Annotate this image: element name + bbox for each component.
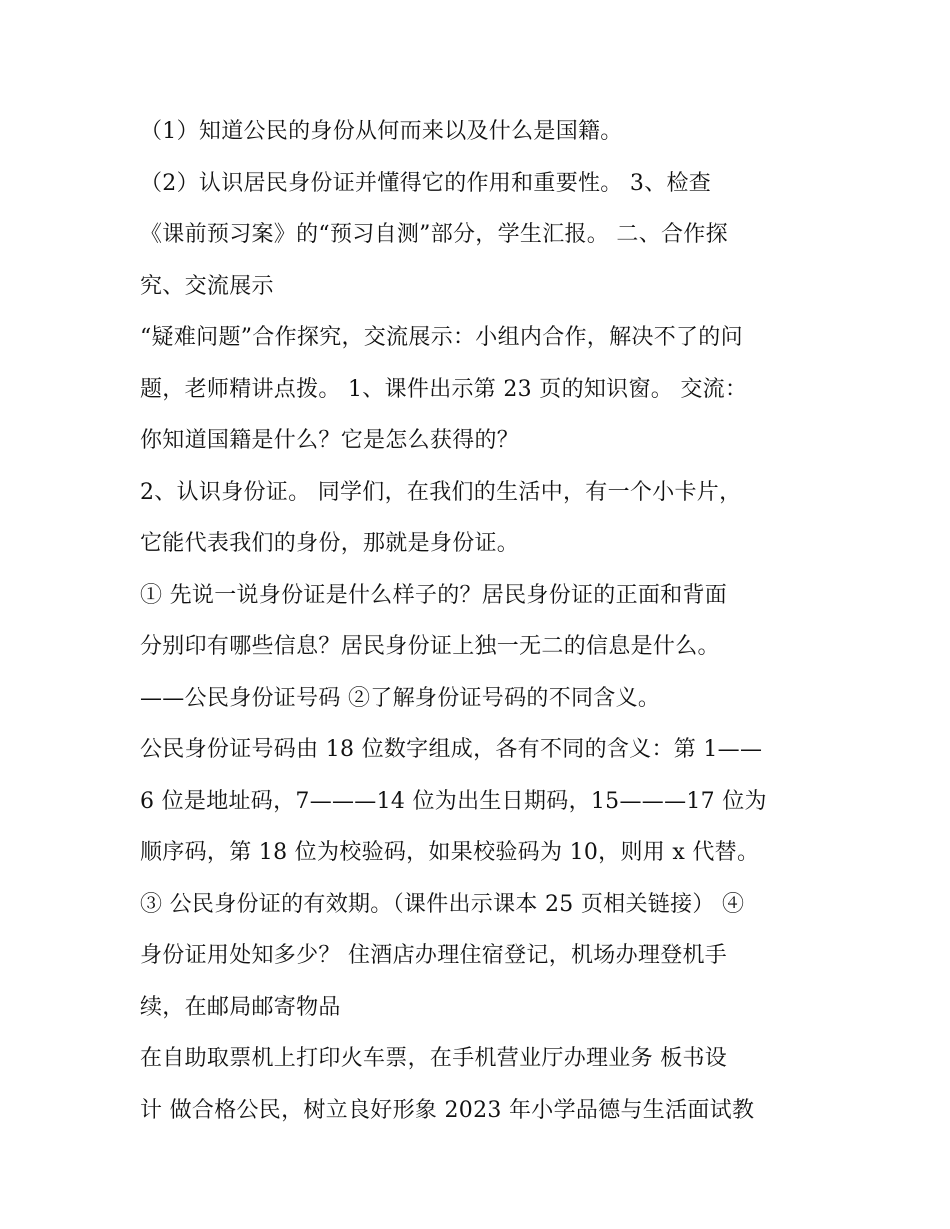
text-line: 身份证用处知多少？ 住酒店办理住宿登记，机场办理登机手	[140, 943, 728, 968]
text-line: 题，老师精讲点拨。 1、课件出示第 23 页的知识窗。 交流：	[140, 376, 748, 402]
text-line: 公民身份证号码由 18 位数字组成，各有不同的含义：第 1——	[140, 737, 763, 762]
text-line: 6 位是地址码，7———14 位为出生日期码，15———17 位为	[140, 788, 767, 814]
text-line: 你知道国籍是什么？它是怎么获得的？	[140, 428, 520, 453]
text-line: ① 先说一说身份证是什么样子的？居民身份证的正面和背面	[140, 582, 728, 608]
text-line: 计 做合格公民，树立良好形象 2023 年小学品德与生活面试教	[140, 1097, 755, 1123]
text-line: ——公民身份证号码 ②了解身份证号码的不同含义。	[140, 685, 661, 711]
text-line: （1）知道公民的身份从何而来以及什么是国籍。	[140, 119, 623, 144]
text-line: 在自助取票机上打印火车票，在手机营业厅办理业务 板书设	[140, 1046, 728, 1071]
text-line: 顺序码，第 18 位为校验码，如果校验码为 10，则用 x 代替。	[140, 840, 760, 865]
text-line: 分别印有哪些信息？居民身份证上独一无二的信息是什么。	[140, 634, 720, 659]
text-line: 2、认识身份证。 同学们，在我们的生活中，有一个小卡片，	[140, 479, 742, 505]
document-body	[140, 106, 820, 1136]
text-line: 究、交流展示	[140, 273, 274, 299]
text-line: 《课前预习案》的“预习自测”部分，学生汇报。 二、合作探	[140, 222, 728, 247]
text-line: （2）认识居民身份证并懂得它的作用和重要性。 3、检查	[140, 170, 712, 196]
text-line: 续，在邮局邮寄物品	[140, 994, 341, 1020]
text-line: ③ 公民身份证的有效期。（课件出示课本 25 页相关链接） ④	[140, 891, 745, 917]
text-line: 它能代表我们的身份，那就是身份证。	[140, 531, 520, 556]
text-line: “疑难问题”合作探究，交流展示：小组内合作，解决不了的问	[140, 325, 743, 350]
